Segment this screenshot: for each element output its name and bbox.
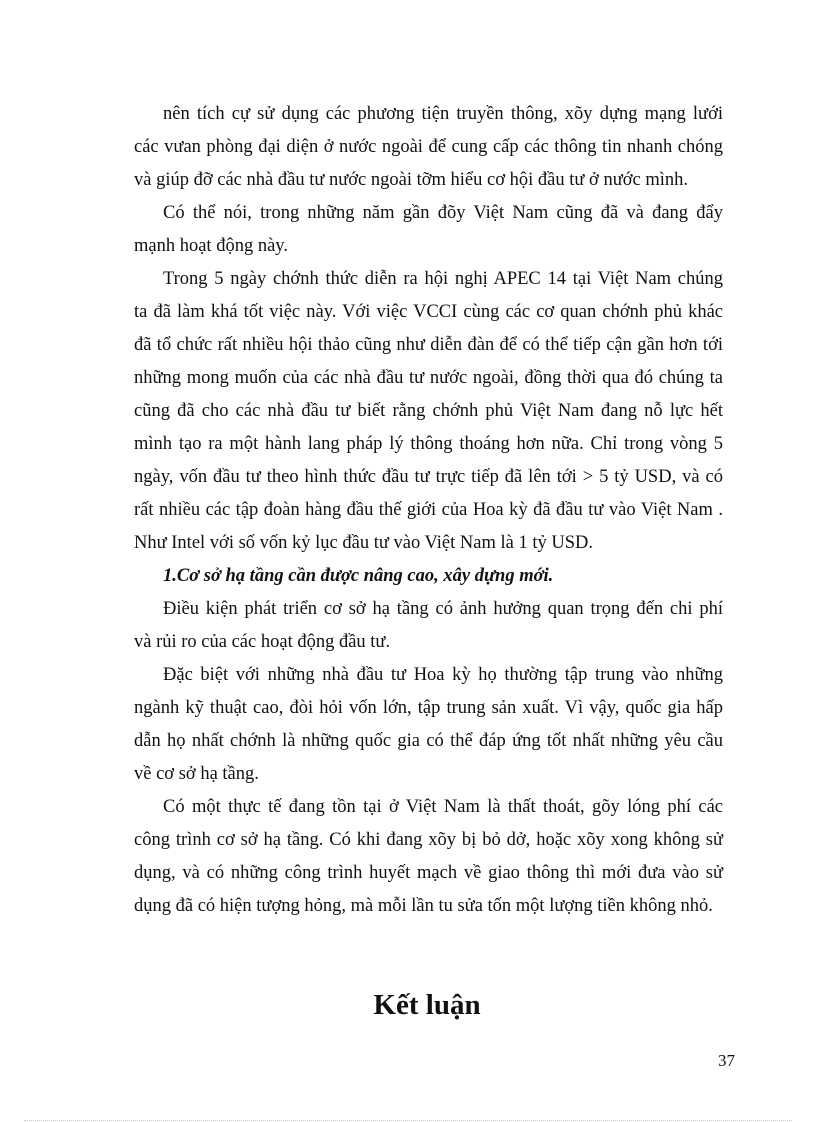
section-paragraph-3-line-1: Có một thực tế đang tồn tại ở Việt Nam là thất thoát, gõy lóng phí các (163, 797, 723, 817)
paragraph-3-line-7: ngày, vốn đầu tư theo hình thức đầu tư trực tiếp đã lên tới > 5 tỷ USD, và có (134, 467, 723, 487)
conclusion-title: Kết luận (373, 989, 481, 1021)
paragraph-3-line-9: Như Intel với số vốn kỷ lục đầu tư vào Việt Nam là 1 tỷ USD. (134, 533, 593, 553)
section-paragraph-3-line-4: dụng đã có hiện tượng hỏng, mà mỗi lần tu sửa tốn một lượng tiền không nhỏ. (134, 896, 713, 916)
section-paragraph-2-line-1: Đặc biệt với những nhà đầu tư Hoa kỳ họ thường tập trung vào những (163, 665, 723, 685)
paragraph-3-line-2: ta đã làm khá tốt việc này. Với việc VCCI cùng các cơ quan chớnh phủ khác (134, 302, 723, 322)
section-heading: 1.Cơ sở hạ tầng cần được nâng cao, xây dựng mới. (163, 566, 554, 586)
section-paragraph-3-line-3: dụng, và có những công trình huyết mạch về giao thông thì mới đưa vào sử (134, 863, 723, 883)
paragraph-3-line-1: Trong 5 ngày chớnh thức diễn ra hội nghị APEC 14 tại Việt Nam chúng (163, 269, 723, 289)
paragraph-2-line-1: Có thể nói, trong những năm gần đõy Việt Nam cũng đã và đang đẩy (163, 203, 723, 223)
section-paragraph-1-line-2: và rủi ro của các hoạt động đầu tư. (134, 632, 391, 652)
paragraph-3-line-6: mình tạo ra một hành lang pháp lý thông thoáng hơn nữa. Chỉ trong vòng 5 (134, 434, 723, 454)
paragraph-1-line-1: nên tích cự sử dụng các phương tiện truyền thông, xõy dựng mạng lưới (163, 104, 723, 124)
paragraph-2-line-2: mạnh hoạt động này. (134, 236, 288, 256)
section-paragraph-3-line-2: công trình cơ sở hạ tầng. Có khi đang xõy bị bỏ dở, hoặc xõy xong không sử (134, 830, 723, 850)
paragraph-1-line-3: và giúp đỡ các nhà đầu tư nước ngoài tỡm hiểu cơ hội đầu tư ở nước mình. (134, 170, 688, 190)
page-number: 37 (718, 1051, 735, 1070)
section-paragraph-2-line-2: ngành kỹ thuật cao, đòi hỏi vốn lớn, tập trung sản xuất. Vì vậy, quốc gia hấp (134, 698, 723, 718)
paragraph-3-line-5: cũng đã cho các nhà đầu tư biết rằng chớnh phủ Việt Nam đang nỗ lực hết (134, 401, 723, 421)
section-paragraph-1-line-1: Điều kiện phát triển cơ sở hạ tầng có ảnh hưởng quan trọng đến chi phí (163, 599, 723, 619)
paragraph-3-line-3: đã tổ chức rất nhiều hội thảo cũng như diễn đàn để có thể tiếp cận gần hơn tới (134, 335, 723, 355)
section-paragraph-2-line-3: dẫn họ nhất chớnh là những quốc gia có thể đáp ứng tốt nhất những yêu cầu (134, 731, 723, 751)
paragraph-3-line-8: rất nhiều các tập đoàn hàng đầu thế giới của Hoa kỳ đã đầu tư vào Việt Nam . (134, 500, 723, 520)
paragraph-1-line-2: các vưan phòng đại diện ở nước ngoài để cung cấp các thông tin nhanh chóng (134, 137, 723, 157)
footer-divider (24, 1120, 792, 1121)
paragraph-3-line-4: những mong muốn của các nhà đầu tư nước ngoài, đồng thời qua đó chúng ta (134, 368, 723, 388)
section-paragraph-2-line-4: về cơ sở hạ tầng. (134, 764, 259, 784)
